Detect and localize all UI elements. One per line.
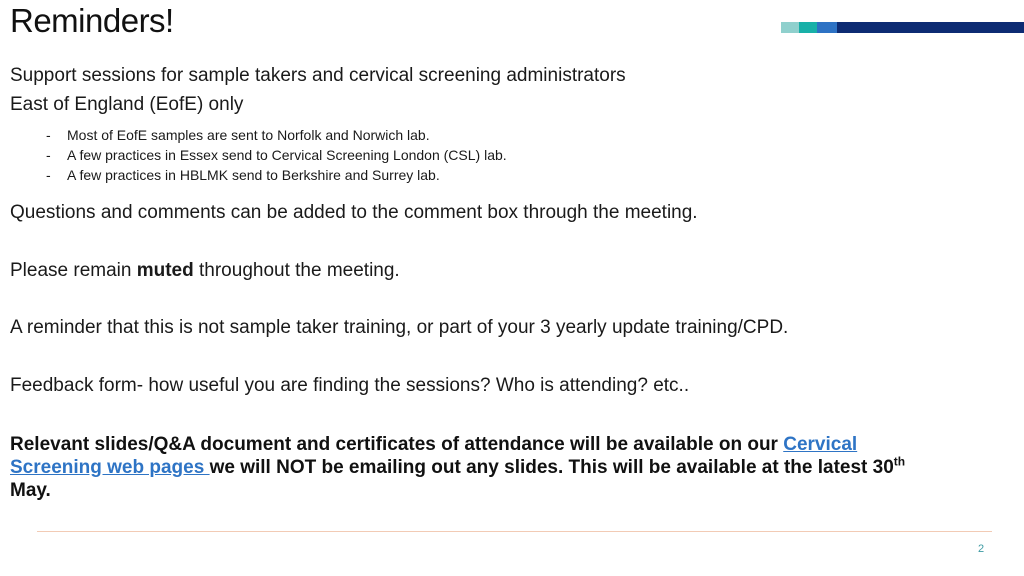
final-superscript: th — [893, 454, 906, 469]
muted-post: throughout the meeting. — [193, 260, 400, 281]
bullet-dash: - — [46, 127, 51, 143]
footer-divider — [37, 531, 992, 532]
page-number: 2 — [978, 543, 985, 555]
support-sessions-line: Support sessions for sample takers and cervical screening administrators — [10, 65, 626, 86]
bullet-text: A few practices in Essex send to Cervical Screening London (CSL) lab. — [67, 147, 507, 163]
region-line: East of England (EofE) only — [10, 94, 244, 115]
feedback-line: Feedback form- how useful you are finding the sessions? Who is attending? etc.. — [10, 375, 690, 396]
bullet-item — [46, 147, 507, 163]
questions-line: Questions and comments can be added to the comment box through the meeting. — [10, 202, 698, 223]
bullet-dash: - — [46, 147, 51, 163]
color-bar-segment — [817, 22, 837, 33]
bullet-item — [46, 167, 440, 183]
slide-title: Reminders! — [10, 2, 174, 39]
training-line: A reminder that this is not sample taker training, or part of your 3 yearly update training/CPD. — [10, 317, 789, 338]
bullet-text: Most of EofE samples are sent to Norfolk and Norwich lab. — [67, 127, 430, 143]
bullet-text: A few practices in HBLMK send to Berkshire and Surrey lab. — [67, 167, 440, 183]
muted-line — [10, 260, 400, 282]
color-bar-segment — [781, 22, 799, 33]
final-part3: May. — [10, 480, 51, 501]
bullet-item — [46, 127, 430, 143]
color-bar-segment — [799, 22, 817, 33]
bullet-dash: - — [46, 167, 51, 183]
cervical-screening-link[interactable]: Cervical Screening web pages — [10, 434, 858, 478]
final-part2: we will NOT be emailing out any slides. This will be available at the latest 30 — [209, 457, 894, 478]
final-notice — [10, 433, 940, 502]
color-bar-segment — [837, 22, 1024, 33]
muted-pre: Please remain — [10, 260, 137, 281]
final-part1: Relevant slides/Q&A document and certificates of attendance will be available on our — [10, 434, 784, 455]
muted-bold: muted — [136, 260, 194, 281]
